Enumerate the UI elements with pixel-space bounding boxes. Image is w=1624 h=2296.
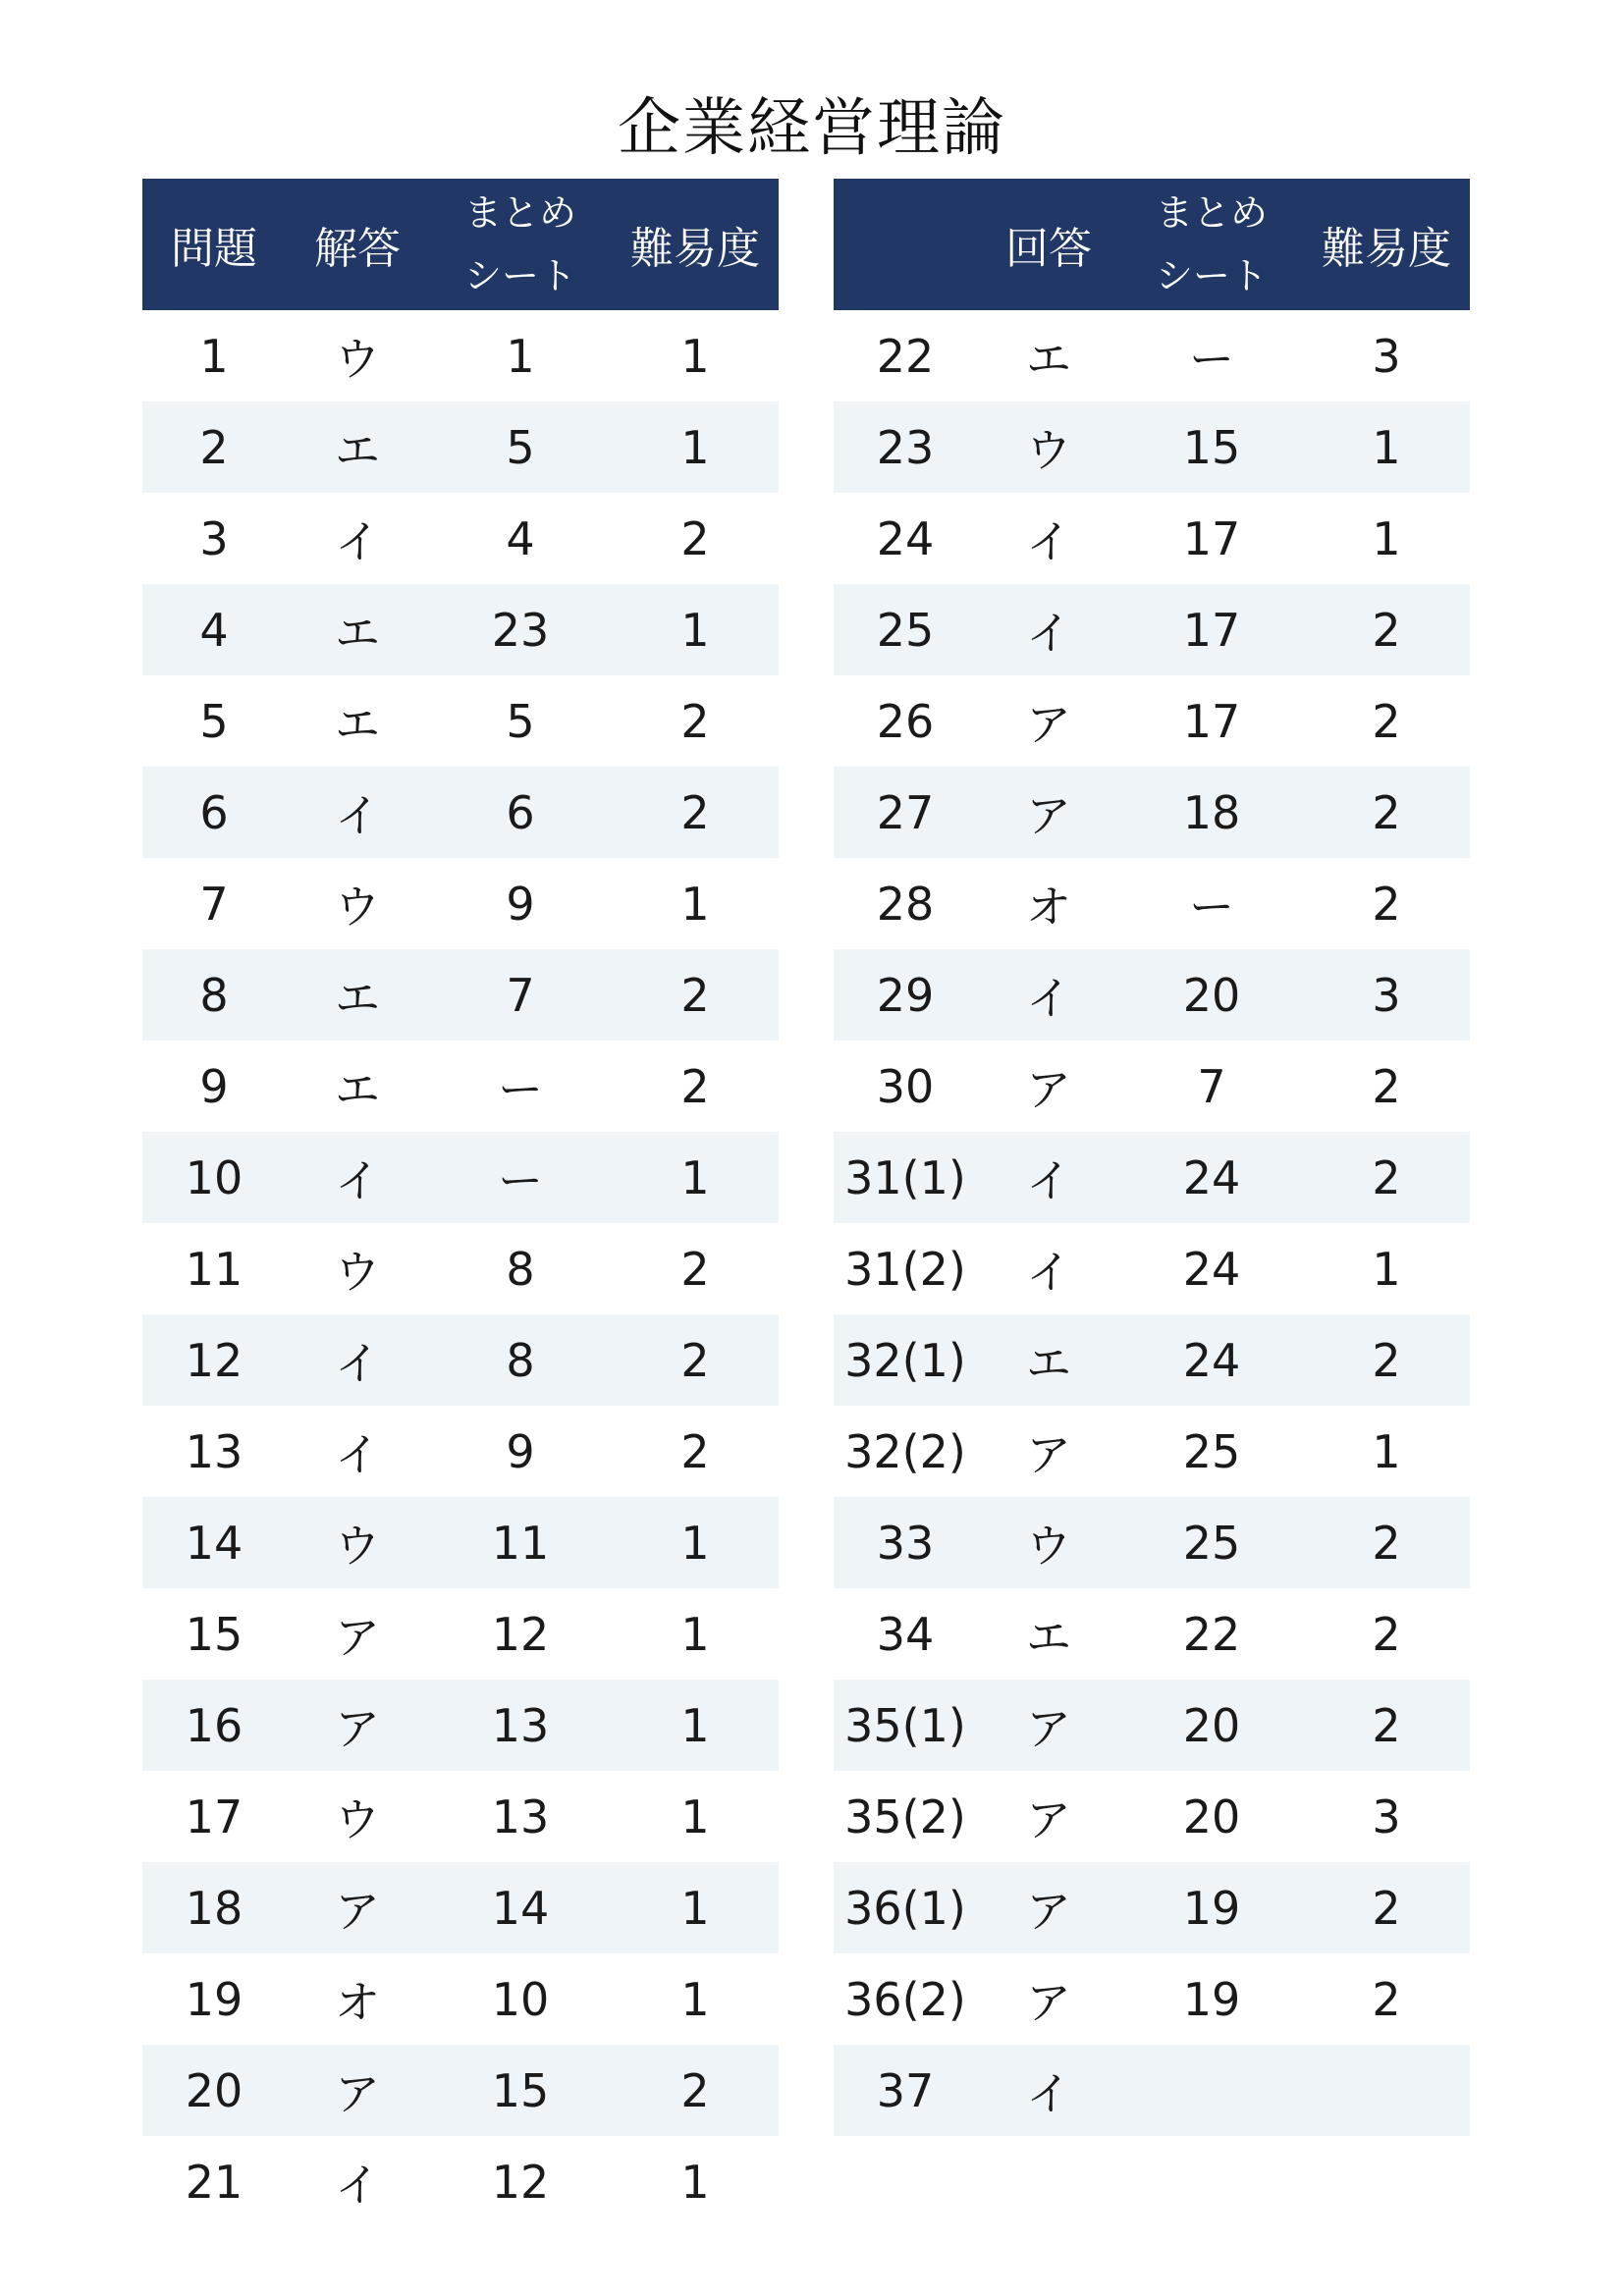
- cell-difficulty: 3: [1303, 949, 1470, 1041]
- cell-difficulty: 2: [612, 1223, 779, 1314]
- cell-difficulty: 1: [1303, 1223, 1470, 1314]
- cell-answer: ウ: [286, 1497, 429, 1588]
- cell-answer: ウ: [977, 1497, 1120, 1588]
- cell-summary-sheet: 8: [429, 1223, 612, 1314]
- table-row: [834, 767, 1470, 858]
- cell-difficulty: 1: [612, 2136, 779, 2227]
- cell-summary-sheet: 20: [1120, 1680, 1303, 1771]
- cell-difficulty: 2: [1303, 858, 1470, 949]
- cell-answer: ア: [286, 2045, 429, 2136]
- header-summary-sheet: まとめ シート: [1120, 179, 1303, 310]
- table-row: [142, 1041, 779, 1132]
- cell-answer: ア: [977, 1406, 1120, 1497]
- table-row: [142, 1223, 779, 1314]
- cell-summary-sheet: 5: [429, 675, 612, 767]
- cell-answer: イ: [977, 1223, 1120, 1314]
- cell-summary-sheet: [1120, 2045, 1303, 2136]
- cell-summary-sheet: 7: [429, 949, 612, 1041]
- cell-question: 21: [142, 2136, 286, 2227]
- cell-question: 35(1): [834, 1680, 977, 1771]
- cell-difficulty: 2: [1303, 1497, 1470, 1588]
- table-row: [834, 1041, 1470, 1132]
- cell-summary-sheet: 15: [1120, 401, 1303, 493]
- cell-question: 2: [142, 401, 286, 493]
- cell-summary-sheet: 9: [429, 858, 612, 949]
- cell-difficulty: 1: [612, 1953, 779, 2045]
- cell-answer: ウ: [286, 858, 429, 949]
- cell-question: 1: [142, 310, 286, 401]
- cell-question: 12: [142, 1314, 286, 1406]
- cell-difficulty: 2: [612, 767, 779, 858]
- cell-answer: ア: [977, 1862, 1120, 1953]
- cell-summary-sheet: 6: [429, 767, 612, 858]
- cell-summary-sheet: ー: [1120, 858, 1303, 949]
- cell-summary-sheet: 24: [1120, 1132, 1303, 1223]
- table-row: [142, 1132, 779, 1223]
- cell-summary-sheet: 24: [1120, 1314, 1303, 1406]
- cell-answer: ア: [977, 1771, 1120, 1862]
- cell-answer: イ: [286, 493, 429, 584]
- cell-difficulty: 1: [612, 401, 779, 493]
- table-row: [142, 1862, 779, 1953]
- table-row: [142, 2045, 779, 2136]
- cell-difficulty: 1: [612, 858, 779, 949]
- table-row: [834, 1314, 1470, 1406]
- table-row: [834, 675, 1470, 767]
- table-row: [142, 1406, 779, 1497]
- cell-answer: イ: [977, 493, 1120, 584]
- table-row: [834, 584, 1470, 675]
- header-answer: 回答: [977, 179, 1120, 310]
- cell-summary-sheet: ー: [429, 1041, 612, 1132]
- cell-question: 10: [142, 1132, 286, 1223]
- cell-question: 36(1): [834, 1862, 977, 1953]
- table-row: [142, 493, 779, 584]
- cell-question: 32(2): [834, 1406, 977, 1497]
- cell-question: 6: [142, 767, 286, 858]
- cell-difficulty: 2: [1303, 1862, 1470, 1953]
- table-row: [142, 1588, 779, 1680]
- table-row: [142, 1680, 779, 1771]
- table-row: [834, 1771, 1470, 1862]
- cell-answer: イ: [977, 949, 1120, 1041]
- table-row: [142, 310, 779, 401]
- cell-answer: ア: [286, 1680, 429, 1771]
- cell-answer: ア: [977, 675, 1120, 767]
- table-row: [834, 2045, 1470, 2136]
- cell-difficulty: 1: [612, 1680, 779, 1771]
- cell-difficulty: 2: [1303, 1680, 1470, 1771]
- cell-answer: オ: [977, 858, 1120, 949]
- cell-question: 17: [142, 1771, 286, 1862]
- cell-difficulty: 2: [1303, 1588, 1470, 1680]
- cell-question: 28: [834, 858, 977, 949]
- cell-answer: イ: [977, 584, 1120, 675]
- cell-difficulty: 2: [1303, 1132, 1470, 1223]
- cell-summary-sheet: 17: [1120, 493, 1303, 584]
- cell-answer: ア: [977, 1680, 1120, 1771]
- table-row: [142, 1771, 779, 1862]
- cell-answer: ア: [286, 1588, 429, 1680]
- cell-answer: イ: [286, 1314, 429, 1406]
- cell-summary-sheet: 13: [429, 1680, 612, 1771]
- cell-answer: ウ: [286, 310, 429, 401]
- cell-difficulty: 1: [1303, 1406, 1470, 1497]
- table-row: [834, 1223, 1470, 1314]
- cell-difficulty: 1: [612, 1588, 779, 1680]
- cell-summary-sheet: ー: [1120, 310, 1303, 401]
- cell-difficulty: 2: [1303, 1953, 1470, 2045]
- table-header-row: [834, 179, 1470, 310]
- cell-answer: オ: [286, 1953, 429, 2045]
- table-row: [834, 1132, 1470, 1223]
- cell-answer: イ: [286, 1406, 429, 1497]
- table-row: [142, 2136, 779, 2227]
- cell-difficulty: 1: [612, 1132, 779, 1223]
- header-difficulty: 難易度: [1303, 179, 1470, 310]
- cell-answer: エ: [286, 1041, 429, 1132]
- cell-question: 9: [142, 1041, 286, 1132]
- table-row: [142, 1497, 779, 1588]
- cell-question: 20: [142, 2045, 286, 2136]
- cell-answer: イ: [977, 2045, 1120, 2136]
- cell-summary-sheet: 11: [429, 1497, 612, 1588]
- cell-summary-sheet: 19: [1120, 1953, 1303, 2045]
- cell-answer: イ: [286, 1132, 429, 1223]
- cell-summary-sheet: 24: [1120, 1223, 1303, 1314]
- cell-question: 19: [142, 1953, 286, 2045]
- cell-summary-sheet: 14: [429, 1862, 612, 1953]
- table-row: [834, 1497, 1470, 1588]
- table-row: [834, 1862, 1470, 1953]
- cell-summary-sheet: 18: [1120, 767, 1303, 858]
- cell-summary-sheet: 25: [1120, 1497, 1303, 1588]
- cell-question: 15: [142, 1588, 286, 1680]
- cell-summary-sheet: 7: [1120, 1041, 1303, 1132]
- cell-summary-sheet: 20: [1120, 949, 1303, 1041]
- cell-summary-sheet: 8: [429, 1314, 612, 1406]
- cell-question: 16: [142, 1680, 286, 1771]
- cell-answer: エ: [286, 675, 429, 767]
- cell-question: 8: [142, 949, 286, 1041]
- cell-question: 34: [834, 1588, 977, 1680]
- cell-difficulty: 1: [1303, 401, 1470, 493]
- header-summary-sheet: まとめ シート: [429, 179, 612, 310]
- cell-difficulty: 2: [1303, 1041, 1470, 1132]
- cell-summary-sheet: 12: [429, 2136, 612, 2227]
- cell-question: 26: [834, 675, 977, 767]
- table-row: [834, 1406, 1470, 1497]
- cell-question: 25: [834, 584, 977, 675]
- cell-answer: ア: [977, 767, 1120, 858]
- cell-summary-sheet: 20: [1120, 1771, 1303, 1862]
- cell-difficulty: 2: [612, 493, 779, 584]
- cell-question: 11: [142, 1223, 286, 1314]
- cell-question: 3: [142, 493, 286, 584]
- cell-question: 7: [142, 858, 286, 949]
- cell-answer: エ: [977, 310, 1120, 401]
- header-answer: 解答: [286, 179, 429, 310]
- cell-question: 37: [834, 2045, 977, 2136]
- cell-difficulty: 1: [612, 1862, 779, 1953]
- table-row: [142, 949, 779, 1041]
- table-row: [834, 401, 1470, 493]
- cell-question: 31(1): [834, 1132, 977, 1223]
- cell-answer: エ: [977, 1588, 1120, 1680]
- table-row: [834, 493, 1470, 584]
- cell-answer: ア: [977, 1041, 1120, 1132]
- table-row: [142, 1314, 779, 1406]
- cell-difficulty: 2: [612, 949, 779, 1041]
- cell-summary-sheet: 22: [1120, 1588, 1303, 1680]
- table-row: [142, 1953, 779, 2045]
- table-row: [834, 310, 1470, 401]
- table-row: [834, 1953, 1470, 2045]
- cell-difficulty: 2: [612, 1406, 779, 1497]
- cell-difficulty: 2: [612, 2045, 779, 2136]
- cell-question: 18: [142, 1862, 286, 1953]
- table-row: [834, 858, 1470, 949]
- cell-summary-sheet: 10: [429, 1953, 612, 2045]
- cell-question: 27: [834, 767, 977, 858]
- table-row: [834, 1680, 1470, 1771]
- cell-question: 33: [834, 1497, 977, 1588]
- cell-question: 4: [142, 584, 286, 675]
- cell-question: 29: [834, 949, 977, 1041]
- cell-difficulty: 2: [1303, 1314, 1470, 1406]
- table-row: [142, 858, 779, 949]
- cell-question: 24: [834, 493, 977, 584]
- answer-table-left: [142, 179, 779, 2227]
- cell-summary-sheet: 15: [429, 2045, 612, 2136]
- cell-difficulty: 2: [1303, 767, 1470, 858]
- cell-question: 36(2): [834, 1953, 977, 2045]
- cell-summary-sheet: 4: [429, 493, 612, 584]
- cell-question: 14: [142, 1497, 286, 1588]
- cell-summary-sheet: ー: [429, 1132, 612, 1223]
- table-row: [142, 401, 779, 493]
- cell-summary-sheet: 13: [429, 1771, 612, 1862]
- cell-difficulty: 1: [1303, 493, 1470, 584]
- cell-question: 31(2): [834, 1223, 977, 1314]
- cell-answer: イ: [286, 2136, 429, 2227]
- cell-difficulty: 1: [612, 584, 779, 675]
- cell-summary-sheet: 9: [429, 1406, 612, 1497]
- table-row: [142, 767, 779, 858]
- answer-table-right: [834, 179, 1470, 2136]
- cell-summary-sheet: 19: [1120, 1862, 1303, 1953]
- header-question: 問題: [142, 179, 286, 310]
- header-difficulty: 難易度: [612, 179, 779, 310]
- cell-difficulty: 3: [1303, 310, 1470, 401]
- table-row: [142, 675, 779, 767]
- table-row: [834, 949, 1470, 1041]
- cell-question: 23: [834, 401, 977, 493]
- table-row: [834, 1588, 1470, 1680]
- cell-summary-sheet: 12: [429, 1588, 612, 1680]
- page-title: 企業経営理論: [618, 92, 1006, 165]
- cell-question: 35(2): [834, 1771, 977, 1862]
- cell-summary-sheet: 17: [1120, 584, 1303, 675]
- cell-summary-sheet: 25: [1120, 1406, 1303, 1497]
- cell-question: 13: [142, 1406, 286, 1497]
- table-row: [142, 584, 779, 675]
- cell-question: 30: [834, 1041, 977, 1132]
- cell-difficulty: [1303, 2045, 1470, 2136]
- cell-answer: ウ: [286, 1771, 429, 1862]
- cell-difficulty: 1: [612, 1497, 779, 1588]
- cell-answer: イ: [286, 767, 429, 858]
- cell-difficulty: 2: [1303, 675, 1470, 767]
- header-question: [834, 179, 977, 310]
- cell-difficulty: 2: [612, 675, 779, 767]
- cell-summary-sheet: 17: [1120, 675, 1303, 767]
- table-header-row: [142, 179, 779, 310]
- cell-difficulty: 1: [612, 1771, 779, 1862]
- cell-answer: エ: [286, 584, 429, 675]
- cell-difficulty: 1: [612, 310, 779, 401]
- cell-answer: エ: [977, 1314, 1120, 1406]
- cell-question: 5: [142, 675, 286, 767]
- cell-answer: イ: [977, 1132, 1120, 1223]
- cell-difficulty: 2: [1303, 584, 1470, 675]
- cell-answer: ア: [977, 1953, 1120, 2045]
- cell-summary-sheet: 5: [429, 401, 612, 493]
- cell-difficulty: 3: [1303, 1771, 1470, 1862]
- cell-summary-sheet: 1: [429, 310, 612, 401]
- cell-question: 32(1): [834, 1314, 977, 1406]
- cell-answer: エ: [286, 949, 429, 1041]
- cell-difficulty: 2: [612, 1314, 779, 1406]
- cell-answer: エ: [286, 401, 429, 493]
- cell-summary-sheet: 23: [429, 584, 612, 675]
- cell-answer: ウ: [286, 1223, 429, 1314]
- cell-difficulty: 2: [612, 1041, 779, 1132]
- cell-answer: ア: [286, 1862, 429, 1953]
- cell-answer: ウ: [977, 401, 1120, 493]
- cell-question: 22: [834, 310, 977, 401]
